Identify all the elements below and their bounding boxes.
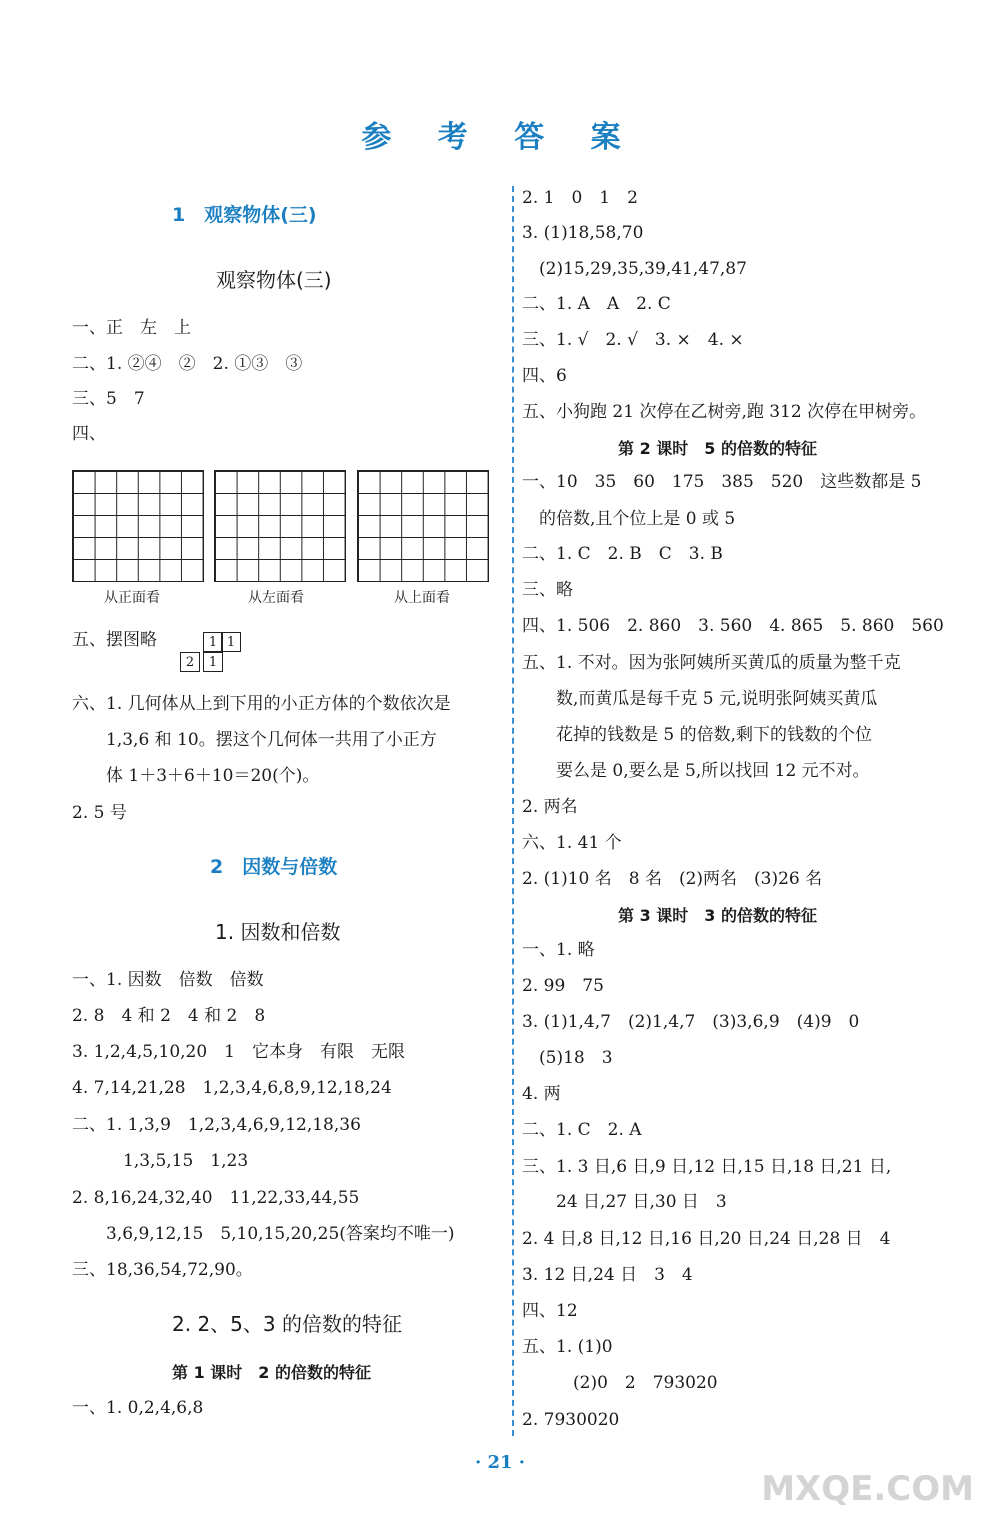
answer-line: 五、1. 不对。因为张阿姨所买黄瓜的质量为整千克	[522, 653, 901, 673]
answer-line: 1,3,6 和 10。摆这个几何体一共用了小正方	[72, 730, 437, 750]
answer-line: 2. (1)10 名 8 名 (2)两名 (3)26 名	[522, 869, 823, 889]
answer-line: 2. 8,16,24,32,40 11,22,33,44,55	[72, 1188, 360, 1208]
answer-line: 五、1. (1)0	[522, 1337, 613, 1357]
answer-line: 一、正 左 上	[72, 318, 191, 338]
cube-count-cell: 1	[203, 652, 223, 672]
answer-line: 二、1. 1,3,9 1,2,3,4,6,9,12,18,36	[72, 1115, 361, 1135]
answer-line: 3. (1)1,4,7 (2)1,4,7 (3)3,6,9 (4)9 0	[522, 1012, 860, 1032]
answer-line: 2. 5 号	[72, 803, 127, 823]
grid-front-view	[72, 470, 204, 582]
answer-line: 2. 99 75	[522, 976, 604, 996]
grid-caption: 从正面看	[104, 590, 160, 606]
grid-caption: 从上面看	[394, 590, 450, 606]
answer-line: 四、	[72, 424, 106, 444]
answer-line: 六、1. 几何体从上到下用的小正方体的个数依次是	[72, 694, 451, 714]
answer-line: 二、1. C 2. B C 3. B	[522, 544, 723, 564]
answer-line: 2. 两名	[522, 797, 578, 817]
answer-line: 数,而黄瓜是每千克 5 元,说明张阿姨买黄瓜	[522, 689, 878, 709]
cube-count-cell: 1	[203, 632, 223, 652]
answer-line: 体 1＋3＋6＋10＝20(个)。	[72, 766, 320, 786]
answer-line: 4. 两	[522, 1084, 561, 1104]
section-heading: 2. 2、5、3 的倍数的特征	[172, 1312, 402, 1336]
answer-line: 3. (1)18,58,70	[522, 223, 644, 243]
grid-caption: 从左面看	[248, 590, 304, 606]
answer-line: 六、1. 41 个	[522, 833, 622, 853]
chapter-1-heading: 1 观察物体(三)	[172, 204, 317, 226]
answer-line: 2. 8 4 和 2 4 和 2 8	[72, 1006, 266, 1026]
page-number: · 21 ·	[474, 1452, 526, 1473]
answer-line: 五、摆图略	[72, 630, 157, 650]
grid-left-view	[214, 470, 346, 582]
answer-line: 一、1. 因数 倍数 倍数	[72, 970, 264, 990]
answer-line: 3. 1,2,4,5,10,20 1 它本身 有限 无限	[72, 1042, 405, 1062]
answer-line: 三、1. 3 日,6 日,9 日,12 日,15 日,18 日,21 日,	[522, 1157, 892, 1177]
answer-line: 二、1. A A 2. C	[522, 294, 671, 314]
lesson-heading: 第 1 课时 2 的倍数的特征	[172, 1363, 371, 1382]
grid-top-view	[357, 470, 489, 582]
section-heading: 观察物体(三)	[216, 268, 332, 292]
chapter-2-heading: 2 因数与倍数	[210, 856, 338, 878]
answer-line: 三、5 7	[72, 389, 145, 409]
answer-line: 四、6	[522, 366, 567, 386]
answer-line: (2)15,29,35,39,41,47,87	[522, 259, 747, 279]
answer-line: 三、1. √ 2. √ 3. × 4. ×	[522, 330, 744, 350]
answer-line: 3,6,9,12,15 5,10,15,20,25(答案均不唯一)	[72, 1224, 455, 1244]
answer-line: 一、1. 0,2,4,6,8	[72, 1398, 204, 1418]
page-title: 参 考 答 案	[361, 120, 639, 155]
answer-line: 2. 7930020	[522, 1410, 620, 1430]
answer-line: 五、小狗跑 21 次停在乙树旁,跑 312 次停在甲树旁。	[522, 402, 927, 422]
answer-line: (2)0 2 793020	[522, 1373, 718, 1393]
answer-line: 24 日,27 日,30 日 3	[522, 1192, 727, 1212]
answer-line: 二、1. C 2. A	[522, 1120, 642, 1140]
answer-line: 二、1. ②④ ② 2. ①③ ③	[72, 354, 303, 374]
lesson-heading: 第 2 课时 5 的倍数的特征	[618, 439, 817, 458]
column-divider	[512, 186, 514, 1436]
answer-line: 花掉的钱数是 5 的倍数,剩下的钱数的个位	[522, 725, 873, 745]
cube-count-cell: 2	[180, 652, 200, 672]
answer-line: 的倍数,且个位上是 0 或 5	[522, 509, 736, 529]
answer-line: 2. 1 0 1 2	[522, 188, 638, 208]
answer-line: 3. 12 日,24 日 3 4	[522, 1265, 693, 1285]
answer-line: 一、1. 略	[522, 940, 595, 960]
section-heading: 1. 因数和倍数	[215, 920, 341, 944]
answer-line: 三、略	[522, 580, 573, 600]
watermark-logo: MXQE.COM	[761, 1469, 974, 1509]
answer-line: 四、1. 506 2. 860 3. 560 4. 865 5. 860 560	[522, 616, 944, 636]
cube-count-cell: 1	[221, 632, 241, 652]
lesson-heading: 第 3 课时 3 的倍数的特征	[618, 906, 817, 925]
answer-line: 一、10 35 60 175 385 520 这些数都是 5	[522, 472, 922, 492]
answer-line: (5)18 3	[522, 1048, 613, 1068]
answer-line: 要么是 0,要么是 5,所以找回 12 元不对。	[522, 761, 870, 781]
answer-line: 4. 7,14,21,28 1,2,3,4,6,8,9,12,18,24	[72, 1078, 392, 1098]
answer-line: 三、18,36,54,72,90。	[72, 1260, 253, 1280]
answer-line: 1,3,5,15 1,23	[72, 1151, 249, 1171]
answer-line: 2. 4 日,8 日,12 日,16 日,20 日,24 日,28 日 4	[522, 1229, 891, 1249]
answer-line: 四、12	[522, 1301, 578, 1321]
